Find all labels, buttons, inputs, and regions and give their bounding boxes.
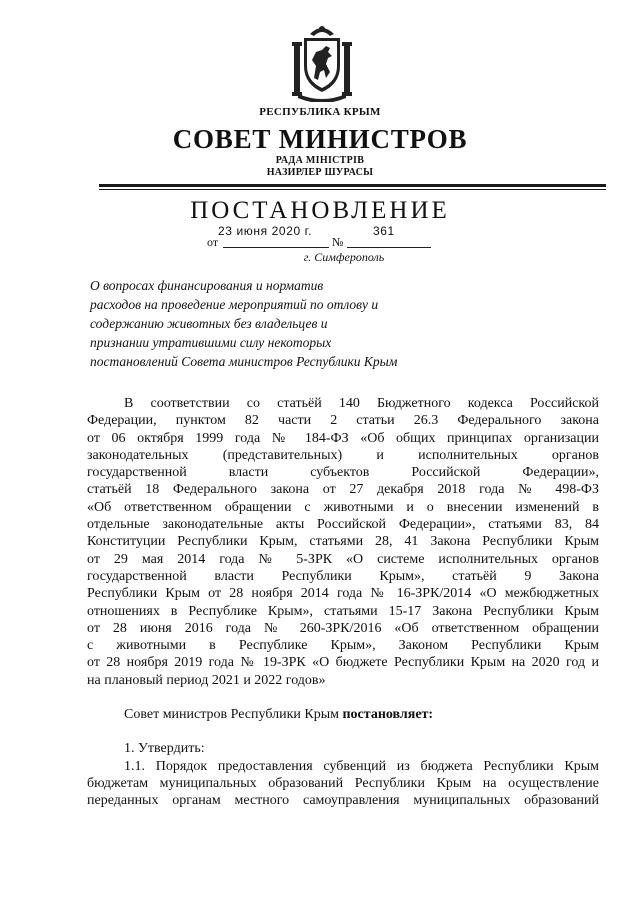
decree-number: 361	[373, 224, 395, 238]
item-1-1-line: переданных органам местного самоуправления муниципальных образований	[87, 793, 599, 809]
preamble-line: на плановый период 2021 и 2022 годов»	[87, 672, 326, 688]
date-label: от	[207, 235, 219, 249]
council-title-ukrainian: РАДА МІНІСТРІВ	[275, 155, 365, 166]
preamble-line: с животными в Республике Крым», Законом Республики Крым	[87, 638, 599, 654]
decree-title: ПОСТАНОВЛЕНИЕ	[190, 197, 450, 224]
subject-line: содержанию животных без владельцев и	[90, 316, 328, 331]
number-label: №	[332, 235, 344, 249]
council-title-crimean-tatar: НАЗИРЛЕР ШУРАСЫ	[266, 167, 374, 178]
resolution-verb: постановляет:	[342, 707, 434, 723]
preamble-line: от 06 октября 1999 года № 184-ФЗ «Об общих принципах организации	[87, 430, 599, 446]
preamble-line: В соответствии со статьёй 140 Бюджетного кодекса Российской	[124, 396, 599, 411]
header-divider-thick	[99, 184, 606, 187]
subject-line: О вопросах финансирования и норматив	[90, 278, 324, 293]
subject-line: постановлений Совета министров Республики Крым	[90, 354, 398, 369]
preamble-line: Федерации, пунктом 82 части 2 статьи 26.3 Федерального закона	[87, 413, 599, 429]
preamble-line: законодательных (представительных) и исполнительных органов	[87, 447, 599, 463]
preamble-line: «Об ответственном обращении с животными и о внесении изменений в	[87, 499, 599, 515]
council-title: СОВЕТ МИНИСТРОВ	[172, 124, 468, 154]
resolution-line	[87, 706, 599, 723]
item-1-1-line: бюджетам муниципальных образований Республики Крым на осуществление	[87, 775, 599, 791]
number-underline	[347, 247, 431, 248]
decree-date: 23 июня 2020 г.	[218, 224, 313, 238]
preamble-line: государственной власти субъектов Российской Федерации»,	[87, 465, 599, 481]
preamble-line: от 28 ноября 2019 года № 19-ЗРК «О бюджете Республики Крым на 2020 год и	[87, 655, 599, 671]
decree-city: г. Симферополь	[303, 250, 385, 264]
preamble-line: отношениях в Республике Крым», статьями 15-17 Закона Республики Крым	[87, 603, 599, 619]
crimea-coat-of-arms-icon	[290, 22, 354, 102]
preamble-line: Республики Крым от 28 ноября 2014 года № 16-ЗРК/2014 «О межбюджетных	[87, 586, 599, 602]
preamble-line: от 29 мая 2014 года № 5-ЗРК «О системе исполнительных органов	[87, 551, 599, 567]
preamble-line: отдельные законодательные акты Российской Федерации», статьями 83, 84	[87, 517, 599, 533]
date-underline	[223, 247, 329, 248]
preamble-line: статьёй 18 Федерального закона от 27 декабря 2018 года № 498-ФЗ	[87, 482, 599, 498]
republic-name: РЕСПУБЛИКА КРЫМ	[259, 106, 381, 118]
item-1-1-line: 1.1. Порядок предоставления субвенций из бюджета Республики Крым	[124, 758, 599, 774]
subject-line: расходов на проведение мероприятий по отлову и	[90, 297, 379, 312]
resolution-lead: Совет министров Республики Крым	[124, 707, 339, 723]
preamble-line: Конституции Республики Крым, статьями 28, 41 Закона Республики Крым	[87, 534, 599, 550]
header-divider-thin	[99, 189, 606, 190]
preamble-line: государственной власти Республики Крым», статьёй 9 Закона	[87, 568, 599, 584]
subject-line: признании утратившими силу некоторых	[90, 335, 332, 350]
decree-subject	[90, 276, 450, 371]
item-1: 1. Утвердить:	[124, 741, 205, 757]
preamble-line: от 28 июня 2016 года № 260-ЗРК/2016 «Об ответственном обращении	[87, 620, 599, 636]
preamble	[87, 395, 599, 810]
